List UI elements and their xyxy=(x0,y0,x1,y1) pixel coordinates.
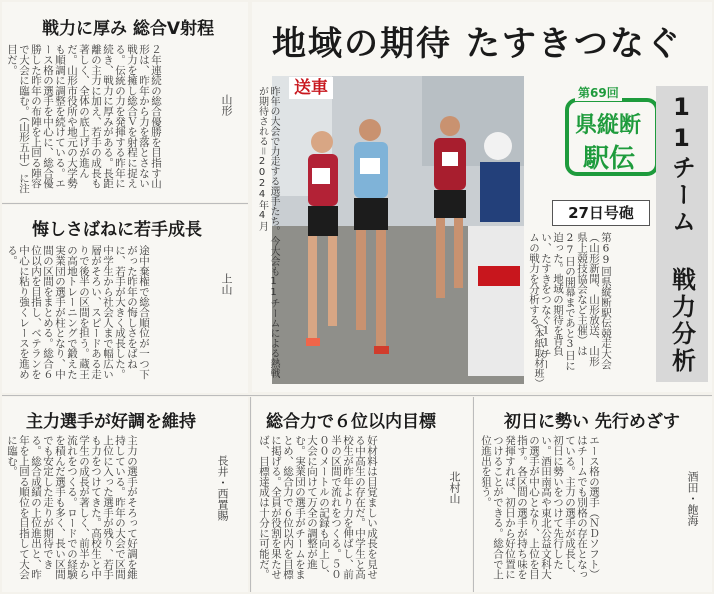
article-1-body xyxy=(6,44,214,198)
article-5-text: エース格の選手（ＮＤソフト）はチームでも別格の存在となっている。主力の選手が成長し、初日に勢いをつけて先行したい。酒田南高や東北公益文科大の選手が中心となり、上位を目指す。各区間の選手が持ち味を発揮すれば、初日から好位置につけることができる。総合で上位進出を狙う。 xyxy=(480,435,600,580)
article-3-region: 長井・西置賜 xyxy=(216,455,229,521)
article-3-panel xyxy=(2,397,248,592)
article-3-body xyxy=(6,435,206,587)
article-4-text: 好材料は目覚ましい成長を見せる中高生の存在だ。中学生と高校生が昨年より力を伸ばし、前半の区間で流れをつくる。５０００メートルの記録も向上し、大会に向けて万全の調整が進む。実業団の選手がチームをまとめ、総合力で６位以内を目標に掲げる。全員が役割を果たせば、目標達成は十分に可能だ。 xyxy=(258,435,378,580)
photo-caption: 昨年の大会で力走する選手たち。今大会も11チームによる熱戦が期待される＝2024年4月 xyxy=(256,86,279,378)
article-5-panel xyxy=(474,397,712,592)
lead-credit: （本紙取材班） xyxy=(532,318,543,388)
article-4-body xyxy=(258,435,440,587)
logo-edition: 第69回 xyxy=(575,84,622,101)
article-1-text: ２年連続の総合優勝を目指す山形は、昨年から力を落とさない戦力を擁し総合Ｖを射程に捉える。伝統の力を発揮する昨年に続き、戦力に厚みがある。長距離の主力に加え、若手の成長も著しく、全体の底上げが進んだ。山形市役所や地元の大学勢も順調に調整を続けている。エース格の選手を中心に、総合優勝した昨年の布陣を上回る陣容で大会に臨む。（山形五中）に注目だ。 xyxy=(6,44,162,194)
logo-line1: 県縦断 xyxy=(575,113,642,138)
logo-line2: 駅伝 xyxy=(583,144,636,174)
article-3-title: 主力選手が好調を維持 xyxy=(26,412,196,432)
article-4-panel xyxy=(252,397,472,592)
divider-v1 xyxy=(250,397,251,592)
article-4-region: 北村山 xyxy=(448,471,461,504)
start-date-badge: 27日号砲 xyxy=(552,200,650,226)
article-5-title: 初日に勢い 先行めざす xyxy=(504,412,680,432)
feature-headline: 地域の期待 たすきつなぐ xyxy=(272,24,682,64)
article-5-body xyxy=(480,435,676,587)
article-2-body xyxy=(6,245,214,387)
divider-1 xyxy=(2,203,248,204)
article-1-panel xyxy=(2,2,248,202)
divider-bottom xyxy=(2,395,712,396)
race-photo xyxy=(272,76,524,384)
article-2-region: 上山 xyxy=(220,273,233,295)
article-3-text: 主力の選手がそろって好調を維持している。昨年の大会で区間上位に入った選手が残り、若手も力をつけてきた。高校生と中学生の成長が著しく、前半から流れをつくる。ロードでの経験を積んだ選手も多く、長い区間でも安定した走りが期待できる。総合成績の上位進出と、昨年を上回る順位を目指して大会に臨む。 xyxy=(6,435,138,580)
series-title: 11チーム 戦力分析 xyxy=(656,86,708,382)
ekiden-logo xyxy=(565,84,659,176)
article-2-text: 途中棄権で総合順位が一つ下がった昨年の悔しさをばねに、若手が大きく成長した。中学生から社会人まで幅広い層がそろい、スピードある走りで後半の区間を担う。蔵王の高地トレーニングで鍛えた実業団の選手が柱となり、中間の区間をまとめる。総合６位以内を目指し、ベテランを中心に粘り強くレースを進める。 xyxy=(6,245,150,379)
article-2-panel xyxy=(2,205,248,393)
article-5-region: 酒田・飽海 xyxy=(686,471,699,526)
article-4-title: 総合力で６位以内目標 xyxy=(266,412,436,432)
article-2-title: 悔しさばねに若手成長 xyxy=(32,220,202,240)
article-1-region: 山形 xyxy=(220,94,233,116)
lead-body xyxy=(528,232,646,374)
runners-illustration xyxy=(272,76,524,384)
photo-label: 送車 xyxy=(289,77,333,99)
lead-text: 第69回県縦断駅伝競走大会（山形新聞、山形放送、山形県上競技協会など主催）は27日の開幕まであと3日に迫った。地域の期待を背負い、たすきをつなぐ11チームの戦力を分析する。 xyxy=(528,232,612,371)
article-1-title: 戦力に厚み 総合V射程 xyxy=(42,19,215,39)
